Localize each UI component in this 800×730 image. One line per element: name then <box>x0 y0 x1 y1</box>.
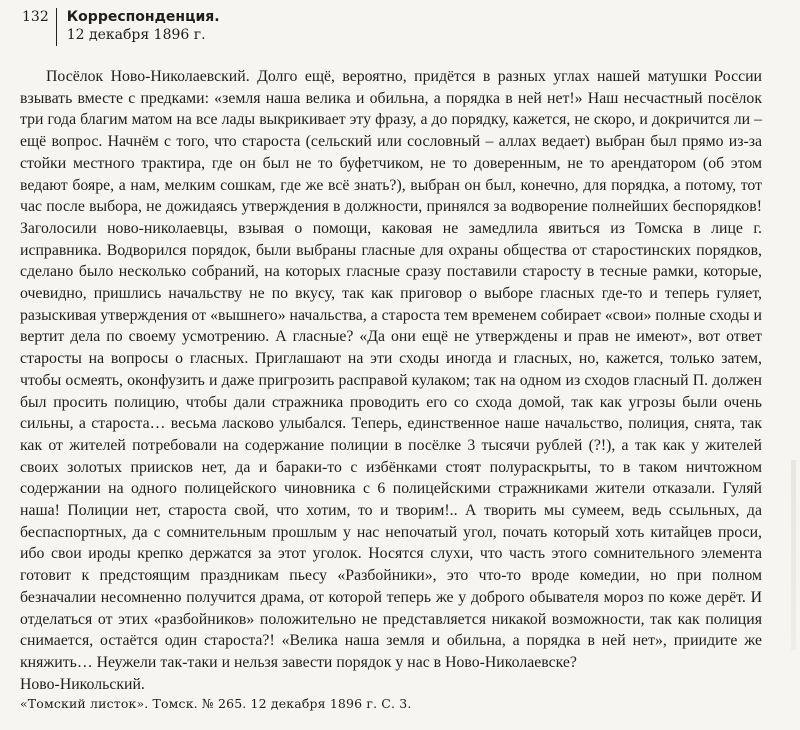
page-number: 132 <box>22 8 57 46</box>
page-edge-shadow <box>791 460 796 650</box>
article <box>20 66 762 695</box>
page-header <box>22 8 220 46</box>
header-text <box>57 8 220 45</box>
article-body: Посёлок Ново-Николаевский. Долго ещё, вероятно, придётся в разных углах нашей матушки России взывать вместе с предками: «земля наша велика и обильна, а порядка в ней нет!» Наш несчастный посёлок три года благим матом на все лады выкрикивает эту фразу, а до порядку, кажется, не скоро, и докричится ли – ещё вопрос. Начнём с того, что староста (сельский или сословный – аллах ведает) выбран был прямо из-за стойки местного трактира, где он был не то буфетчиком, не то доверенным, не то арендатором (об этом ведают бояре, а нам, мелким сошкам, где же всё знать?), выбран он был, конечно, для порядка, а потому, тот час после выбора, не дожидаясь утверждения в должности, принялся за водворение полнейших беспорядков! Заголосили ново-николаевцы, взывая о помощи, каковая не замедлила явиться из Томска в лице г. исправника. Водворился порядок, были выбраны гласные для охраны общества от старостинских порядков, сделано было несколько собраний, на которых гласные сразу поставили старосту в тесные рамки, которые, очевидно, пришлись начальству не по вкусу, так как приговор о выборе гласных где-то и теперь гуляет, разыскивая утверждения от «вышнего» начальства, а староста тем временем собирает «свои» полные сходы и вертит дела по своему усмотрению. А гласные? «Да они ещё не утверждены и прав не имеют», вот ответ старосты на вопросы о гласных. Приглашают на эти сходы иногда и гласных, но, кажется, только затем, чтобы осмеять, оконфузить и даже пригрозить расправой кулаком; так на одном из сходов гласный П. должен был просить полицию, чтобы дали стражника проводить его со схода домой, так как угрозы были очень сильны, а староста… весьма ласково улыбался. Теперь, единственное наше начальство, полиция, снята, так как от жителей потребовали на содержание полиции в посёлке 3 тысячи рублей (?!), а так как у жителей своих золотых приисков нет, да и бараки-то с избёнками стоят полураскрыты, то в таком ничтожном содержании на одного полицейского чиновника с 6 полицейскими стражниками жители отказали. Гуляй наша! Полиции нет, староста свой, что хотим, то и творим!.. А творить мы сумеем, ведь ссыльных, да беспаспортных, да с сомнительным прошлым у нас непочатый угол, почать который хоть китайцев проси, ибо свои ироды крепко держатся за этот уголок. Носятся слухи, что часть этого сомнительного элемента готовит к предстоящим праздникам пьесу «Разбойники», это что-то вроде комедии, но при полном безначалии несомненно получится драма, от которой теперь же у доброго обывателя мороз по коже дерёт. И отделаться от этих «разбойников» положительно не представляется никакой возможности, так как полиция снимается, остаётся один староста?! «Велика наша земля и обильна, а порядка в ней нет», приидите же княжить… Неужели так-таки и нельзя завести порядок у нас в Ново-Николаевске? <box>20 68 762 671</box>
article-date: 12 декабря 1896 г. <box>66 27 206 43</box>
section-title: Корреспонденция. <box>66 9 220 25</box>
source-citation: «Томский листок». Томск. № 265. 12 декабря 1896 г. С. 3. <box>20 696 412 711</box>
author-signature: Ново-Никольский. <box>20 675 145 693</box>
